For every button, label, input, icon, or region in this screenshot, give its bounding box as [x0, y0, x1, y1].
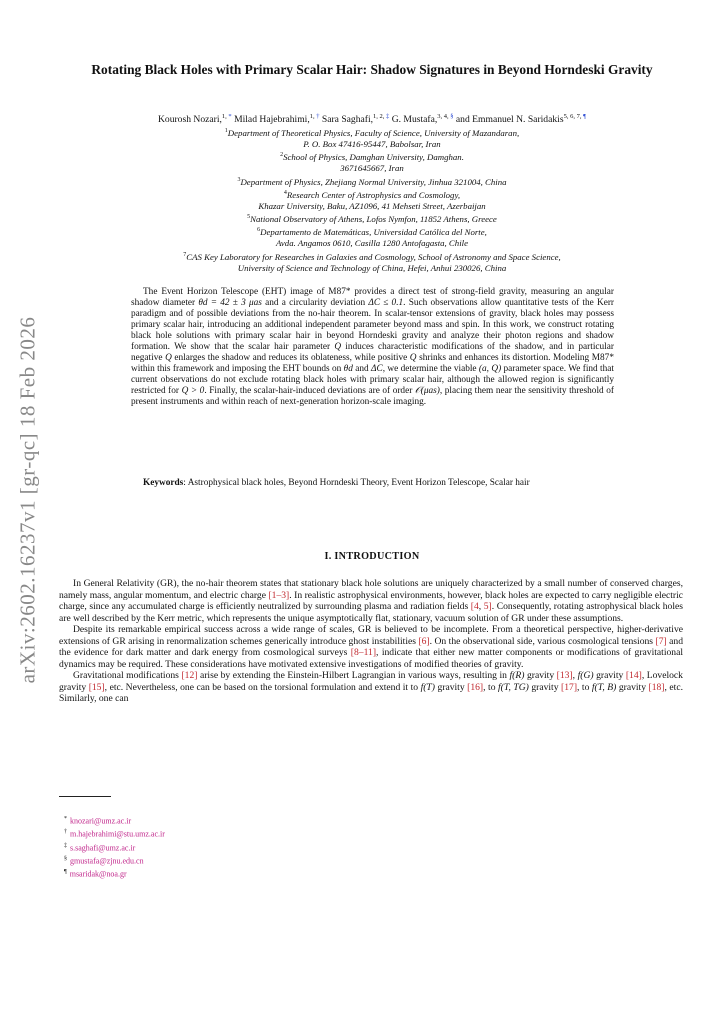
author-list	[50, 111, 694, 126]
abstract-math: Q	[165, 353, 172, 364]
affiliation-line	[70, 126, 674, 139]
abstract-math: θd = 42 ± 3 μas	[198, 298, 262, 309]
affiliation-line	[70, 225, 674, 238]
affiliation-line	[70, 175, 674, 188]
affiliation-text: P. O. Box 47416-95447, Babolsar, Iran	[303, 139, 441, 150]
author-name: G. Mustafa,	[389, 114, 438, 126]
author-footnote-mark[interactable]: ‡	[384, 113, 390, 120]
abstract-text: , we determine the viable	[382, 364, 479, 375]
inline-math: f(T, TG)	[498, 681, 529, 693]
affiliation-line	[70, 250, 674, 263]
paragraph: Despite its remarkable empirical success across a wide range of scales, GR is believed to be incomplete. From a theoretical perspective, higher-derivative extensions of GR arising in renormalization schemes generically introduce ghost instabilities [6]. On the observational side, various cosmological tensions [7] and the evidence for dark matter and dark energy from cosmological surveys [8–11], indicate that either new matter components or modifications of gravitational dynamics may be required. These considerations have motivated extensive investigations of modified theories of gravity.	[59, 624, 684, 670]
abstract-math: Q	[409, 353, 417, 364]
affiliation-text: University of Science and Technology of China, Hefei, Anhui 230026, China	[237, 262, 507, 273]
abstract-text: shrinks and enhances its distortion. Modeling M87* within this framework and imposing the EHT bounds on	[131, 353, 614, 375]
inline-math: f(R)	[509, 670, 525, 681]
abstract-math: 𝒪(μas)	[414, 386, 440, 397]
affiliation-text: Khazar University, Baku, AZ1096, 41 Mehseti Street, Azerbaijan	[258, 200, 486, 211]
affiliation-text: School of Physics, Damghan University, Damghan.	[283, 152, 464, 163]
paper-title: Rotating Black Holes with Primary Scalar Hair: Shadow Signatures in Beyond Horndeski Gravity	[91, 62, 653, 77]
abstract-math: (a, Q)	[478, 364, 502, 375]
abstract-text: . Finally, the scalar-hair-induced deviations are of order	[204, 386, 415, 397]
abstract-text: . Such observations allow quantitative tests of the Kerr paradigm and of possible deviations from the no-hair theorem. In scalar-tensor extensions of gravity, black holes may possess primary scalar hair, introducing an additional independent parameter beyond mass and spin. In this work, we construct rotating black hole solutions with primary scalar hair in beyond Horndeski gravity and analyze their photon regions and shadow formation. We show that the scalar hair parameter	[131, 298, 615, 353]
citation-link[interactable]: 5]	[483, 601, 492, 612]
footnote-mark: ‡	[64, 842, 67, 849]
arxiv-sidebar-identifier	[8, 300, 48, 700]
footnote-item	[64, 854, 464, 867]
citation-link[interactable]: [4	[470, 601, 479, 612]
keywords-label: Keywords	[143, 478, 184, 488]
author-footnote-mark[interactable]: †	[314, 113, 320, 120]
footnote-mark: †	[64, 829, 67, 836]
affiliation-text: Department of Theoretical Physics, Faculty of Science, University of Mazandaran,	[227, 127, 520, 138]
inline-math: f(T, B)	[591, 681, 617, 693]
email-link[interactable]: gmustafa@zjnu.edu.cn	[70, 856, 144, 866]
citation-link[interactable]: [15]	[88, 681, 105, 693]
affiliation-number: 6	[257, 227, 261, 234]
affiliation-text: Research Center of Astrophysics and Cosmology,	[286, 189, 461, 200]
keywords-text: : Astrophysical black holes, Beyond Horndeski Theory, Event Horizon Telescope, Scalar hair	[183, 478, 530, 488]
citation-link[interactable]: [18]	[648, 681, 665, 693]
affiliation-text: National Observatory of Athens, Lofos Nymfon, 11852 Athens, Greece	[250, 214, 497, 225]
abstract-text: , placing them near the sensitivity threshold of present instruments and within reach of next-generation horizon-scale imaging.	[131, 386, 614, 408]
footnote-divider	[59, 796, 111, 797]
footnote-mark: §	[64, 855, 67, 862]
citation-link[interactable]: [6]	[418, 635, 430, 647]
author-affil-numbers: 1, 2,	[373, 113, 385, 120]
author-name: and Emmanuel N. Saridakis	[453, 114, 564, 126]
author-footnote-mark[interactable]: ¶	[581, 113, 587, 120]
abstract-text: enlarges the shadow and reduces its oblateness, while positive	[171, 353, 410, 364]
author-footnote-mark[interactable]: §	[448, 113, 454, 120]
arxiv-id-text: arXiv:2602.16237v1 [gr-qc] 18 Feb 2026	[15, 316, 40, 684]
affiliation-text: Avda. Angamos 0610, Casilla 1280 Antofagasta, Chile	[276, 238, 468, 249]
affiliation-line	[70, 150, 674, 163]
author-affil-numbers: 3, 4,	[437, 113, 449, 120]
affiliation-number: 7	[183, 251, 187, 258]
author-footnote-mark[interactable]: *	[226, 113, 232, 120]
email-link[interactable]: knozari@umz.ac.ir	[70, 816, 132, 826]
inline-math: f(G)	[577, 670, 594, 681]
citation-link[interactable]: [17]	[561, 681, 578, 693]
citation-link[interactable]: [14]	[625, 670, 642, 681]
footnote-item	[64, 814, 464, 827]
affiliation-number: 1	[224, 128, 228, 134]
abstract-text: and	[352, 364, 372, 375]
abstract-math: ΔC ≤ 0.1	[368, 298, 404, 309]
citation-link[interactable]: [12]	[181, 670, 198, 681]
citation-link[interactable]: [16]	[467, 681, 484, 693]
section-heading: I. INTRODUCTION	[324, 551, 420, 562]
affiliation-number: 3	[237, 176, 241, 183]
citation-link[interactable]: [7]	[655, 635, 667, 647]
abstract-text: induces characteristic modifications of the shadow, and in particular negative	[131, 342, 614, 364]
email-link[interactable]: m.hajebrahimi@stu.umz.ac.ir	[70, 829, 165, 839]
affiliation-line	[70, 263, 674, 274]
affiliation-number: 5	[247, 214, 251, 221]
abstract-math: θd	[343, 364, 353, 375]
author-name: Sara Saghafi,	[319, 114, 374, 126]
affiliation-line	[70, 238, 674, 249]
footnote-item	[64, 867, 464, 880]
paragraph: In General Relativity (GR), the no-hair theorem states that stationary black hole solutions are uniquely characterized by a small number of conserved charges, namely mass, angular momentum, and electric charge [1–3]. In realistic astrophysical environments, however, black holes are expected to carry negligible electric charge, since any accumulated charge is efficiently neutralized by surrounding plasma and radiation fields [4, 5]. Consequently, rotating astrophysical black holes are well described by the Kerr metric, which represents the unique asymptotically flat, stationary, vacuum solution of GR under these assumptions.	[59, 578, 683, 624]
affiliation-line	[70, 201, 674, 212]
affiliation-text: Departamento de Matemáticas, Universidad Católica del Norte,	[260, 227, 487, 238]
keywords	[131, 478, 614, 489]
abstract-math: ΔC	[371, 364, 383, 375]
author-affil-numbers: 1,	[221, 113, 227, 120]
citation-link[interactable]: [8–11]	[350, 647, 377, 658]
inline-math: f(T)	[420, 681, 435, 693]
affiliation-number: 2	[280, 152, 284, 159]
abstract-text: parameter space. We find that current observations do not exclude rotating black holes with primary scalar hair, although the allowed region is significantly restricted for	[131, 364, 615, 397]
affiliation-number: 4	[283, 189, 287, 196]
footnote-item	[64, 841, 464, 854]
affiliation-line	[70, 212, 674, 225]
abstract-math: Q > 0	[181, 386, 205, 397]
footnote-mark: *	[64, 816, 67, 822]
paragraph: Gravitational modifications [12] arise by extending the Einstein-Hilbert Lagrangian in various ways, resulting in f(R) gravity [13], f(G) gravity [14], Lovelock gravity [15], etc. Nevertheless, one can be based on the torsional formulation and extend it to f(T) gravity [16], to f(T, TG) gravity [17], to f(T, B) gravity [18], etc. Similarly, one can	[59, 670, 683, 704]
citation-link[interactable]: [1–3]	[268, 589, 290, 601]
affiliation-list	[70, 126, 674, 274]
author-name: Milad Hajebrahimi,	[231, 114, 310, 126]
email-link[interactable]: msaridak@noa.gr	[69, 869, 127, 879]
author-affil-numbers: 1,	[309, 113, 315, 120]
author-affil-numbers: 5, 6, 7,	[563, 113, 582, 120]
citation-link[interactable]: [13]	[556, 670, 573, 681]
affiliation-text: CAS Key Laboratory for Researches in Galaxies and Cosmology, School of Astronomy and Space Science,	[186, 251, 561, 262]
affiliation-line	[70, 188, 674, 201]
affiliation-line	[70, 139, 674, 150]
introduction-body	[59, 578, 683, 705]
abstract	[131, 287, 614, 409]
affiliation-text: 3671645667, Iran	[340, 163, 404, 174]
abstract-math: Q	[334, 342, 342, 353]
footnote-mark: ¶	[64, 869, 67, 875]
footnote-list	[64, 814, 464, 880]
abstract-text: and a circularity deviation	[261, 298, 369, 309]
author-name: Kourosh Nozari,	[157, 114, 222, 126]
abstract-text: The Event Horizon Telescope (EHT) image of M87* provides a direct test of strong-field gravity, measuring an angular shadow diameter	[131, 287, 614, 309]
footnote-item	[64, 827, 464, 840]
affiliation-line	[70, 163, 674, 174]
email-link[interactable]: s.saghafi@umz.ac.ir	[70, 843, 136, 853]
affiliation-text: Department of Physics, Zhejiang Normal University, Jinhua 321004, China	[240, 176, 507, 187]
